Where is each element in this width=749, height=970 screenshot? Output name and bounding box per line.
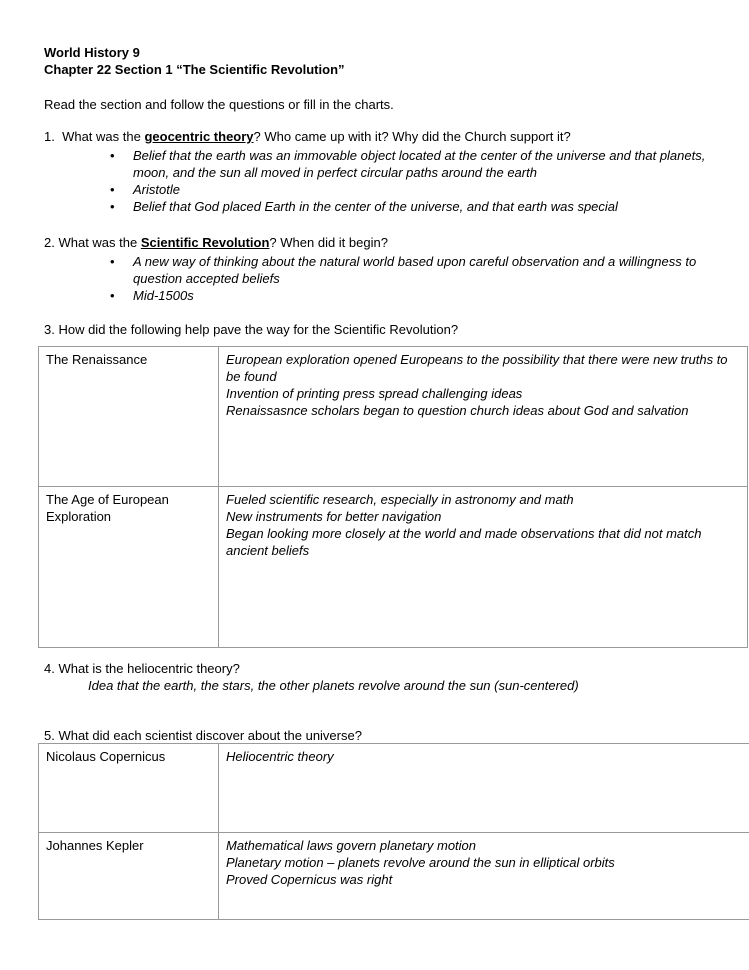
question-1-answer-2: Aristotle — [133, 182, 180, 197]
table-cell-line: Fueled scientific research, especially in astronomy and math — [226, 492, 574, 507]
table-row — [39, 347, 748, 487]
table-cell-line: Proved Copernicus was right — [226, 872, 393, 887]
bullet-icon: • — [110, 199, 115, 214]
table-row-label: The Renaissance — [39, 347, 219, 487]
question-5-prompt: 5. What did each scientist discover about the universe? — [44, 728, 362, 743]
table-row-content — [219, 487, 748, 648]
list-item — [108, 198, 708, 215]
table-cell-line: European exploration opened Europeans to the possibility that there were new truths to be found — [226, 352, 728, 384]
table-pave-the-way — [38, 346, 748, 648]
question-1-prompt-before: What was the — [62, 129, 145, 144]
question-4-prompt: 4. What is the heliocentric theory? — [44, 661, 240, 676]
table-cell-line: Planetary motion – planets revolve around the sun in elliptical orbits — [226, 855, 615, 870]
question-2-prompt — [44, 234, 388, 251]
table-row-label: The Age of European Exploration — [39, 487, 219, 648]
question-1-answer-3: Belief that God placed Earth in the center of the universe, and that earth was special — [133, 199, 618, 214]
table-row — [39, 833, 749, 920]
table-row — [39, 744, 749, 833]
list-item — [108, 287, 708, 304]
question-3-prompt: 3. How did the following help pave the way for the Scientific Revolution? — [44, 322, 459, 337]
bullet-icon: • — [110, 254, 115, 269]
list-item — [108, 147, 708, 181]
table-cell-line: Heliocentric theory — [226, 749, 334, 764]
bullet-icon: • — [110, 288, 115, 303]
question-1-answer-list — [108, 147, 708, 215]
table-cell-line: New instruments for better navigation — [226, 509, 442, 524]
question-2-prompt-before: What was the — [58, 235, 141, 250]
question-1-key-term: geocentric theory — [144, 129, 254, 144]
table-cell-line: Renaissasnce scholars began to question church ideas about God and salvation — [226, 403, 689, 418]
table-cell-line: Mathematical laws govern planetary motion — [226, 838, 477, 853]
instructions-text: Read the section and follow the questions or fill in the charts. — [44, 97, 394, 112]
table-row-content — [219, 833, 749, 920]
table-cell-line: Invention of printing press spread challenging ideas — [226, 386, 523, 401]
question-1-prompt-after: ? Who came up with it? Why did the Church support it? — [253, 129, 571, 144]
question-4-answer: Idea that the earth, the stars, the other planets revolve around the sun (sun-centered) — [88, 678, 579, 693]
table-row-label: Nicolaus Copernicus — [39, 744, 219, 833]
table-row — [39, 487, 748, 648]
question-2-key-term: Scientific Revolution — [140, 235, 270, 250]
table-row-label: Johannes Kepler — [39, 833, 219, 920]
table-scientists — [38, 743, 749, 920]
list-item — [108, 253, 708, 287]
table-row-content — [219, 347, 748, 487]
question-1-answer-1: Belief that the earth was an immovable object located at the center of the universe and that planets, moon, and the sun all moved in perfect circular paths around the earth — [133, 148, 706, 180]
question-2-answer-list — [108, 253, 708, 304]
question-2-number: 2. — [44, 235, 55, 250]
table-cell-line: Began looking more closely at the world and made observations that did not match ancient beliefs — [226, 526, 702, 558]
question-2-answer-1: A new way of thinking about the natural world based upon careful observation and a willingness to question accepted beliefs — [133, 254, 697, 286]
question-1-prompt — [44, 128, 571, 145]
list-item — [108, 181, 708, 198]
document-title-line-1: World History 9 — [44, 45, 140, 60]
bullet-icon: • — [110, 182, 115, 197]
document-title-line-2: Chapter 22 Section 1 “The Scientific Revolution” — [44, 62, 345, 77]
question-1-number: 1. — [44, 129, 55, 144]
question-2-prompt-after: ? When did it begin? — [269, 235, 388, 250]
table-row-content — [219, 744, 749, 833]
bullet-icon: • — [110, 148, 115, 163]
question-2-answer-2: Mid-1500s — [133, 288, 194, 303]
